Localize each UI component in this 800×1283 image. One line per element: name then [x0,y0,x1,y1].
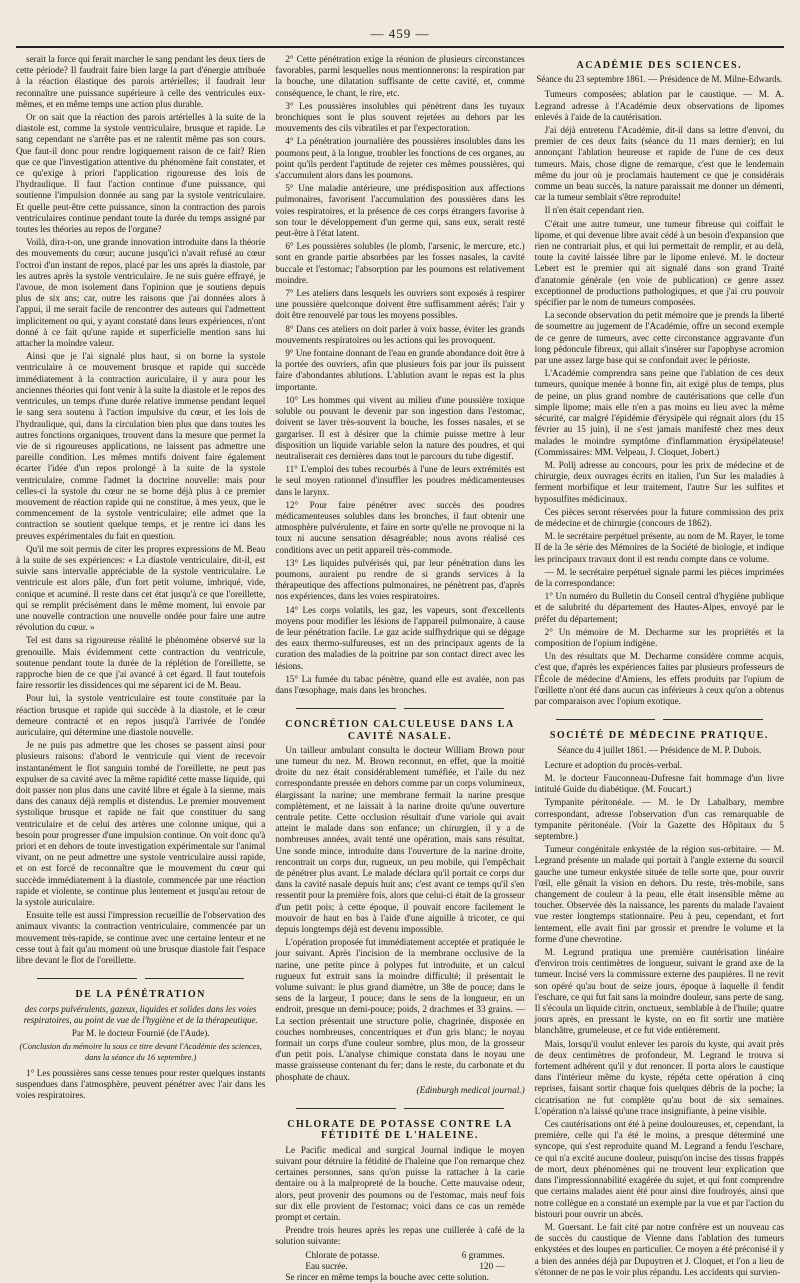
formula-row [275,1250,524,1261]
paragraph: M. le secrétaire perpétuel présente, au nom de M. Rayer, le tome II de la 3e série des Mémoires de la Société de biologie, et indique les principaux travaux dont il est rendu compte dans ce volume. [534,531,784,564]
formula-dose: 120 — [479,1260,505,1271]
section-ornament [16,972,265,983]
paragraph: 11° L'emploi des tubes recourbés à l'une de leurs extrémités est le seul moyen rationnel d'insuffler les poudres médicamenteuses dans le larynx. [275,464,525,497]
paragraph: L'Académie comprendra sans peine que l'ablation de ces deux tumeurs, quoique menée à bonne fin, ait exigé plus de temps, plus de peine, un plus grand nombre de cautérisations que celle d'un simple lipome; mais elle n'en a pas moins eu lieu avec la même sécurité, car malgré l'épidémie d'érysipèle qui régnait alors (du 15 février au 15 juin), il ne s'est jamais manifesté chez mes deux malades le moindre symptôme d'inflammation érysipélateuse! (Commissaires: MM. Velpeau, J. Cloquet, Jobert.) [534,368,784,457]
paragraph: 2° Cette pénétration exige la réunion de plusieurs circonstances favorables, parmi lesquelles nous mentionnerons: la respiration par la bouche, une dilatation suffisante de cette cavité, et, comme conséquence, le chant, le rire, etc. [275,54,525,98]
formula-row [275,1261,524,1272]
paragraph: Pour lui, la systole ventriculaire est toute constituée par la réaction brusque et rapide qui succède à la diastole, et le cœur demeure contracté et en repos jusqu'à l'arrivée de l'ondée auriculaire, qui détermine une diastole nouvelle. [16,693,266,737]
paragraph: Je ne puis pas admettre que les choses se passent ainsi pour plusieurs raisons: d'abord le ventricule qui vient de recevoir instantanément le flot sanguin tombé de l'oreillette, ne peut pas expulser de sa cavité avec la même rapidité cette masse liquide, qui doit passer non plus dans une cavité libre et égale à la sienne, mais dans des canaux déjà remplis et distendus. Le premier mouvement systolique brusque et rapide ne fait que constituer du sang ventriculaire et de celui des artères une colonne unique, qui a besoin pour progresser d'une impulsion continue. On voit donc qu'à priori et en dehors de toute investigation expérimentale sur l'animal vivant, on ne peut admettre une systole ventriculaire aussi rapide, et on est forcé de reconnaître que le mouvement du cœur qui succède immédiatement à la diastole, commencée par une réaction rapide et violente, se continue plus lentement et jusqu'au retour de la systole auriculaire. [16,740,266,908]
paragraph: M. Guersant. Le fait cité par notre confrère est un nouveau cas de succès du caustique de Vienne dans l'ablation des tumeurs enkystées et des loupes en particulier. Ce moyen a été préconisé il y a bien des années déjà par Dupuytren et J. Cloquet, et l'on a lieu de s'étonner de ne pas le voir plus répandu. Les accidents qui survien- [534,1221,784,1277]
paragraph: Il n'en était cependant rien. [544,205,645,216]
section-note: (Conclusion du mémoire lu sous ce titre devant l'Académie des sciences, dans la séance du 16 septembre.) [19,1042,262,1063]
section-title: ACADÉMIE DES SCIENCES. [576,60,743,71]
section-ornament [535,713,784,724]
paragraph: Un des résultats que M. Decharme considère comme acquis, c'est que, d'après les expériences faites par plusieurs professeurs de l'École de médecine d'Amiens, les effets produits par l'opium de l'œillette n'ont été dans aucun cas inférieurs à ceux qu'on a obtenus par comparaison avec l'opium exotique. [534,651,784,706]
paragraph: 3° Les poussières insolubles qui pénètrent dans les tuyaux bronchiques sont le plus souvent rejetées au dehors par les mouvements des cils vibratiles et par l'expectoration. [275,100,525,134]
source-signature: (Edinburgh medical journal.) [416,1084,525,1095]
paragraph: Ces pièces seront réservées pour la future commission des prix de médecine et de chirurgie (concours de 1862). [534,506,784,528]
paragraph: 2° Un mémoire de M. Decharme sur les propriétés et la composition de l'opium indigène. [534,626,784,648]
section-title: SOCIÉTÉ DE MÉDECINE PRATIQUE. [549,730,769,742]
paragraph: 8° Dans ces ateliers on doit parler à voix basse, éviter les grands mouvements respiratoires ou les actions qui les provoquent. [275,323,525,345]
paragraph: La seconde observation du petit mémoire que je prends la liberté de soumettre au jugement de l'Académie, offre un second exemple de ce genre de tumeurs, avec cette circonstance aggravante d'un long pédoncule fibreux, qui allait s'insérer sur l'apophyse acromion par une assez large base qui se confondait avec le périoste. [534,310,784,366]
paragraph: 5° Une maladie antérieure, une prédisposition aux affections pulmonaires, favorisent l'accumulation des poussières dans les voies respiratoires, et la présence de ces corps étrangers favorise à son tour le développement d'un germe qui, sans eux, serait resté peut-être à l'état latent. [275,183,525,239]
paragraph: serait la force qui ferait marcher le sang pendant les deux tiers de cette période? Il faudrait faire bien large la part d'énergie attribuée à la réaction élastique des parois artérielles; il faudrait leur reconnaître une puissance supérieure à celle des ventricules eux-mêmes, et en même temps une action plus durable. [16,54,266,109]
column-2 [275,54,525,1282]
paragraph: Ces cautérisations ont été à peine douloureuses, et, cependant, la première, celle qui l'a été le moins, a presque déterminé une syncope, qui s'est reproduite quand M. Legrand a fendu l'eschare, ce qui n'a excité aucune douleur, puisqu'on incise des tissus frappés de mort, deux phénomènes qui ne trouvent leur explication que dans l'impressionnabilité exagérée du sujet, et qui font comprendre que certains malades aient été pour ainsi dire foudroyés, ainsi que notre collègue en a constaté un exemple par la vue et par l'action du bistouri pour ouvrir un abcès. [534,1119,784,1219]
paragraph: 12° Pour faire pénétrer avec succès des poudres médicamenteuses solubles dans les bronches, il faut obtenir une atmosphère pulvérulente, et faire en sorte qu'elle ne provoque ni la toux ni aucune sensation désagréable; nous avons réalisé ces conditions avec un petit appareil très-commode. [275,499,525,555]
paragraph: M. le docteur Fauconneau-Dufresne fait hommage d'un livre intitulé Guide du diabétique. (M. Foucart.) [534,772,784,795]
section-ornament [275,1102,524,1113]
paragraph: 6° Les poussières solubles (le plomb, l'arsenic, le mercure, etc.) sont en grande partie absorbées par les fosses nasales, la cavité buccale et l'estomac; l'absorption par les poumons est relativement moindre. [275,241,525,285]
paragraph: Or on sait que la réaction des parois artérielles à la suite de la diastole est, comme la systole ventriculaire, brusque et rapide. Le sang cependant ne s'arrête pas et ne ralentit même pas son cours. Que faut-il donc pour rendre logiquement raison de ce fait? Rien que ce que l'investigation attentive du phénomène fait constater, et ce qu'exige à priori l'application rigoureuse des lois de l'hydraulique. Il faut l'action continue d'une puissance, qui soutienne l'impulsion donnée au sang par la systole ventriculaire. Et quelle peut-être cette puissance, sinon la contraction des parois ventriculaires continue pendant toute la durée du temps assigné par toutes les théories au repos de l'organe? [16,112,266,235]
section-title: CHLORATE DE POTASSE CONTRE LA FÉTIDITÉ DE L'HALEINE. [287,1119,513,1142]
paragraph: J'ai déjà entretenu l'Académie, dit-il dans sa lettre d'envoi, du premier de ces deux faits (séance du 11 mars dernier); en lui annonçant l'ablation heureuse et rapide de l'une de ces deux tumeurs. Mais, chose digne de remarque, c'est que le lendemain même du jour où je proclamais hautement ce que je considérais comme un beau succès, la nature paraissait me donner un démenti, car la tumeur semblait s'être reproduite! [534,125,784,203]
section-subtitle: des corps pulvérulents, gazeux, liquides et solides dans les voies respiratoires, au point de vue de l'hygiène et de la thérapeutique. [23,1003,258,1025]
paragraph: M. Pollj adresse au concours, pour les prix de médecine et de chirurgie, deux ouvrages écrits en italien, l'un Sur les maladies à ferment morbifique et leur traitement, l'autre Sur les sulfites et hyposulfites médicinaux. [534,459,784,504]
paragraph: Ensuite telle est aussi l'impression recueillie de l'observation des animaux vivants: la contraction ventriculaire, commencée par un mouvement très-rapide, se continue avec une certaine lenteur et ne cesse tout à fait qu'au moment où une brusque diastole fait l'espace libre devant le flot de l'oreillette. [16,910,266,966]
paragraph: Tumeurs composées; ablation par le caustique. — M. A. Legrand adresse à l'Académie deux observations de lipomes enlevés à l'aide de la cautérisation. [534,89,784,122]
paragraph: C'était une autre tumeur, une tumeur fibreuse qui coiffait le lipome, et qui devenue libre avait cédé à un besoin d'expansion que rien ne contrariait plus, et qui lui permettait de remplir, et au delà, toute la cavité laissée libre par le lipome enlevé. M. le docteur Lebert est le premier qui ait signalé dans son grand Traité d'anatomie générale (en voie de publication) ce genre assez exceptionnel de productions pathologiques, et que j'ai cru pouvoir spécifier par le nom de tumeurs composées. [534,218,784,308]
seance-line: Séance du 4 juillet 1861. — Présidence de M. P. Dubois. [557,744,762,755]
header-rule [16,46,784,48]
section-title: DE LA PÉNÉTRATION [75,989,206,1001]
paragraph: 9° Une fontaine donnant de l'eau en grande abondance doit être à la portée des ouvriers, afin que plusieurs fois par jour ils puissent faire d'abondantes ablutions. L'ablution avant le repas est la plus importante. [275,348,525,392]
paragraph: 1° Les poussières sans cesse tenues pour rester quelques instants suspendues dans l'atmosphère, peuvent pénétrer avec l'air dans les voies respiratoires. [16,1067,266,1101]
paragraph: Lecture et adoption du procès-verbal. [544,759,683,770]
paragraph: Prendre trois heures après les repas une cuillerée à café de la solution suivante: [275,1225,525,1247]
paragraph: L'opération proposée fut immédiatement acceptée et pratiquée le jour suivant. Après l'incision de la membrane occlusive de la narine, une petite pince à polypes fut introduite, et un calcul rugueux fut extrait sans la moindre difficulté; il présentait le volume suivant: le plus grand diamètre, un 38e de pouce; dans le sens de la largeur, 1 pouce; dans le sens de la longueur, en un endroit, presque un demi-pouce; poids, 2 drachmes et 33 grains. — La section présentait une structure polie, chagrinée, disposée en couches nombreuses, concentriques et d'un gris blanc; le noyau formait un corps d'une couleur sombre, plus mou, de la grosseur d'un petit pois. L'analyse chimique constata dans le noyau une masse graisseuse contenant du fer; dans le reste, du carbonate et du phosphate de chaux. [275,937,525,1082]
column-3 [534,54,784,1277]
paragraph: 4° La pénétration journalière des poussières insolubles dans les poumons peut, à la longue, troubler les fonctions de ces organes, au point qu'ils perdent l'aptitude de rejeter ces mêmes poussières, qui s'accumulent alors dans les poumons. [275,136,525,181]
page-number: — 459 — [370,26,430,41]
paragraph: 14° Les corps volatils, les gaz, les vapeurs, sont d'excellents moyens pour modifier les lésions de l'appareil pulmonaire, à cause de leur pénétration facile. Le gaz acide sulfhydrique qui se dégage des eaux thermo-sulfureuses, est un des principaux agents de la curation des maladies de la poitrine par son contact direct avec les lésions. [275,604,525,671]
paragraph: Le Pacific medical and surgical Journal indique le moyen suivant pour détruire la fétidité de l'haleine que l'on remarque chez certaines personnes, sans qu'on puisse la rattacher à la carie dentaire ou à la malpropreté de la bouche. Cette mauvaise odeur, alors, peut provenir des poumons ou de l'estomac, mais neuf fois sur dix elle provient de l'estomac; voici dans ce cas un remède prompt et certain. [275,1144,525,1222]
formula-dose: 6 grammes. [461,1249,505,1260]
formula-ingredient: Eau sucrée. [305,1260,348,1271]
paragraph: Voilà, dira-t-on, une grande innovation introduite dans la théorie des mouvements du cœur; aucune jusqu'ici n'avait refusé au cœur l'octroi d'un instant de repos, placé par les uns après la diastole, par les autres après la systole ventriculaire. Je ne suis guère effrayé, je l'avoue, de mon isolement dans l'opinion que je soutiens depuis plus de six ans; car, outre les raisons que j'ai données alors à l'appui, il me serait facile de rencontrer des auteurs qui l'admettent implicitement ou qui, y ayant constaté dans leurs expériences, n'ont donné à ce fait qu'une rapide et superficielle mention sans lui attacher la moindre valeur. [16,237,266,349]
paragraph: 13° Les liquides pulvérisés qui, par leur pénétration dans les poumons, auraient pu rendre de si grands services à la thérapeutique des affections pulmonaires, ne pénètrent pas, d'après nos expériences, dans les voies respiratoires. [275,557,525,602]
formula-ingredient: Chlorate de potasse. [305,1249,380,1260]
paragraph: Se rincer en même temps la bouche avec cette solution. [285,1271,489,1282]
paragraph: Tympanite péritonéale. — M. le Dr Labalbary, membre correspondant, adresse l'observation d'un cas remarquable de tympanite péritonéale. (Voir la Gazette des Hôpitaux du 5 septembre.) [534,797,784,841]
section-title: CONCRÉTION CALCULEUSE DANS LA CAVITÉ NASALE. [285,719,515,742]
section-author: Par M. le docteur Fournié (de l'Aude). [71,1028,210,1039]
paragraph: Ainsi que je l'ai signalé plus haut, si on borne la systole ventriculaire à ce mouvement brusque et rapide qui succède immédiatement à la contraction auriculaire, il y aura pour les anciennes théories qui font venir à la suite la diastole et le repos des ventricules, un temps d'une durée relative immense pendant lequel le sang sera soutenu à l'action impulsive du cœur, et les lois de l'hydraulique, qui, dans la circulation bien plus que dans toutes les autres fonctions organiques, trouvent dans la mesure que permet la vie de si rigoureuses applications, ne laissent pas admettre une pareille condition. Les mêmes motifs doivent faire également écarter l'idée d'un repos prolongé à la suite de la systole ventriculaire, comme l'admet la doctrine nouvelle: mais pour celles-ci la systole du cœur ne se borne déjà plus à ce premier mouvement de réaction rapide qui ne constitue, à mes yeux, que le commencement de la systole ventriculaire; elle admet que la contraction se soutient quelque temps, et je rentre ici dans les preuves expérimentales du fait en question. [16,351,266,541]
paragraph: Qu'il me soit permis de citer les propres expressions de M. Beau à la suite de ses expériences: « La diastole ventriculaire, dit-il, est suivie sans intervalle appréciable de la systole ventriculaire. Le ventricule est alors pâle, d'un fort petit volume, imbriqué, vide, conique et acuminé. Il reste dans cet état jusqu'à ce que l'oreillette, qui se remplit précisément dans le même moment, lui envoie par une nouvelle contraction une nouvelle ondée pour faire une autre révolution du cœur. » [16,543,266,633]
paragraph: Mais, lorsqu'il voulut enlever les parois du kyste, qui avait près de deux centimètres de profondeur, M. Legrand le trouva si fortement adhérent qu'il y dut renoncer. Il porta alors le caustique dans l'intérieur même du kyste, répéta cette opération à cinq reprises, faisant sortir chaque fois quelques débris de la poche; la cicatrisation ne fut complète qu'au bout de six semaines. L'opération n'a laissé qu'une trace insignifiante, à peine visible. [534,1038,784,1116]
section-ornament [275,702,524,713]
paragraph: 15° La fumée du tabac pénètre, quand elle est avalée, non pas dans l'œsophage, mais dans les bronches. [275,673,525,695]
paragraph: 7° Les ateliers dans lesquels les ouvriers sont exposés à respirer une poussière quelconque doivent être suffisamment aérés; l'air y doit être renouvelé par tous les moyens possibles. [275,288,525,321]
seance-line: Séance du 23 septembre 1861. — Présidence de M. Milne-Edwards. [536,74,783,85]
paragraph: 10° Les hommes qui vivent au milieu d'une poussière toxique soluble ou pouvant le devenir par son ingestion dans l'estomac, doivent se laver très-souvent la bouche, les fosses nasales, et se gargariser. Il est à désirer que la chimie puisse mettre à leur disposition un liquide variable selon la nature des poudres, et qui neutraliserait ces dernières dans tout le parcours du tube digestif. [275,394,525,461]
paragraph: — M. le secrétaire perpétuel signale parmi les pièces imprimées de la correspondance: [534,566,784,588]
paragraph: Tumeur congénitale enkystée de la région sus-orbitaire. — M. Legrand présente un malade qui portait à l'angle externe du sourcil gauche une tumeur enkystée située de telle sorte que, pour ouvrir l'œil, elle gênait la vision en dehors. Du reste, très-mobile, sans changement de couleur à la peau, elle était insensible même au toucher. Observée dès la naissance, les parents du malade l'avaient vue rester longtemps stationnaire. Peu à peu, cependant, et fort lentement, elle avait fini par grossir et prendre le volume et la forme d'une chevrotine. [534,844,784,944]
column-1 [16,54,265,1164]
paragraph: M. Legrand pratiqua une première cautérisation linéaire d'environ trois centimètres de longueur, suivant le grand axe de la tumeur. Incisé vers la commissure externe des paupières. Il ne revit son opéré qu'au bout de seize jours, époque à laquelle il fendit l'eschare, ce qui fut fait sans la moindre douleur, sans perte de sang. Il s'écoula un liquide citrin, onctueux, semblable à de l'huile; quatre jours après, en pressant le kyste, on en fit sortir une matière blanchâtre, grumeleuse, et ce fut vide entièrement. [534,947,784,1036]
paragraph: Tel est dans sa rigoureuse réalité le phénomène observé sur la grenouille. Mais évidemment cette contraction du ventricule, soutenue pendant toute la durée de la réplétion de l'oreillette, se rapproche bien de ce que j'ai avancé à cet égard. Il faut toutefois faire ressortir les dissidences qui me séparent ici de M. Beau. [16,635,266,691]
paragraph: Un tailleur ambulant consulta le docteur William Brown pour une tumeur du nez. M. Brown reconnut, en effet, que la moitié droite du nez était considérablement tuméfiée, et l'aile du nez correspondante pressée en dehors comme par un corps volumineux, élargissant la narine; une membrane fermait la narine presque complètement, et ne laissait à la narine droite qu'une ouverture centrale petite. Cette occlusion résultait d'une variole qui avait atteint le malade dans son enfance; un chirurgien, il y a de nombreuses années, avait tenté une opération, mais sans résultat. Une sonde mince, introduite dans l'ouverture de la narine droite, rencontrait un corps dur, rugueux, un peu mobile, qui l'empêchait de pénétrer plus avant. Le malade déclara qu'il portait ce corps dur dans la cavité nasale depuis huit ans; c'est avant ce temps qu'il s'en ressentit pour la première fois, alors que celui-ci était de la grosseur d'un petit pois; à cette époque, il pouvait encore facilement le mouvoir de haut en bas à l'aide d'une aiguille à tricoter, ce qui depuis longtemps déjà est devenu impossible. [275,744,525,935]
columns [16,54,784,1282]
paragraph: 1° Un numéro du Bulletin du Conseil central d'hygiène publique et de salubrité du département des Hautes-Alpes, envoyé par le préfet du département; [534,591,784,624]
